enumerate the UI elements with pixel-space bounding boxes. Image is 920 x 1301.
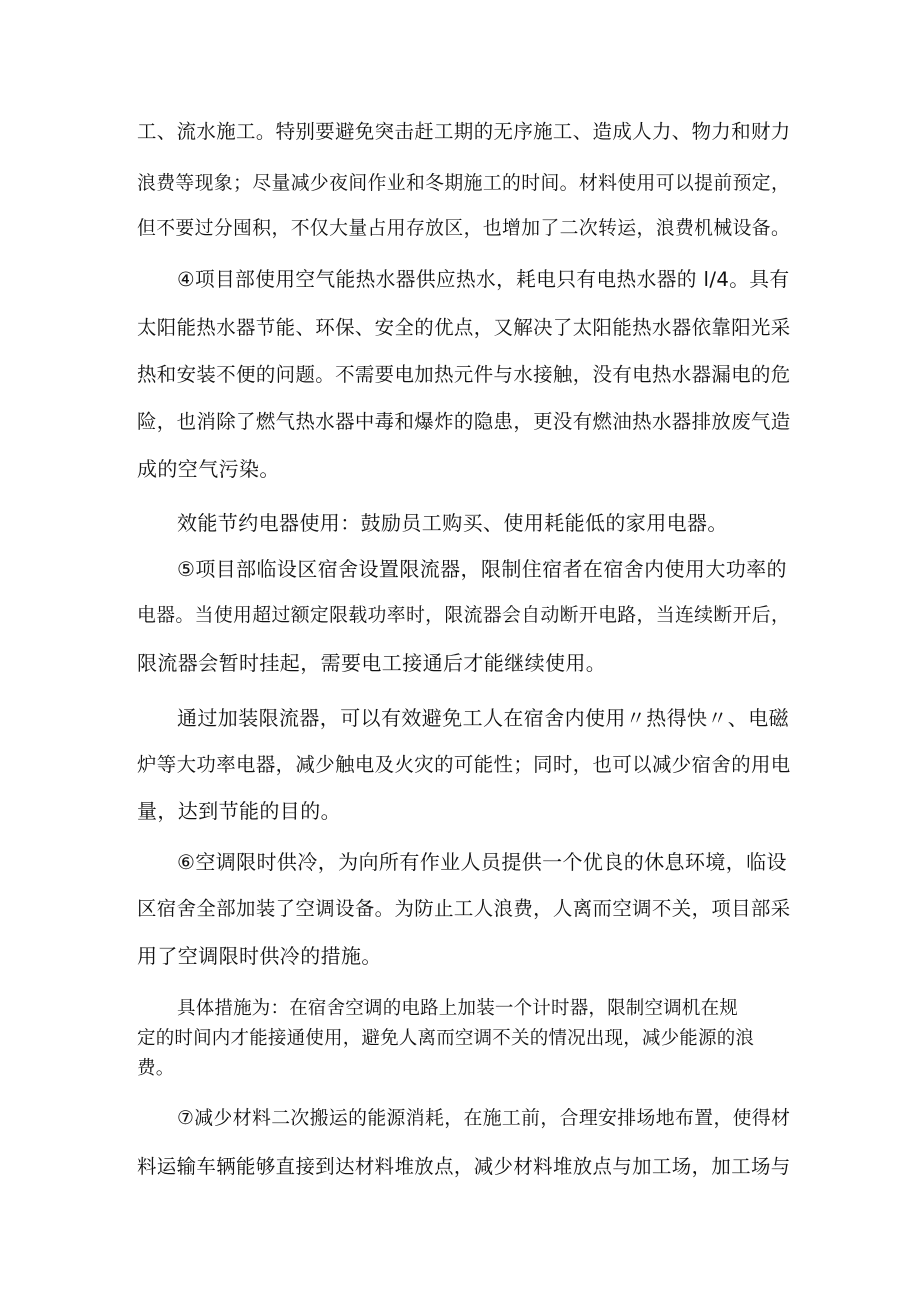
text-line: 效能节约电器使用：鼓励员工购买、使用耗能低的家用电器。: [177, 511, 728, 535]
text-line: ⑤项目部临设区宿舍设置限流器，限制住宿者在宿舍内使用大功率的: [177, 557, 787, 581]
text-line: 险，也消除了燃气热水器中毒和爆炸的隐患，更没有燃油热水器排放废气造: [137, 410, 791, 433]
text-line: ⑥空调限时供冷，为向所有作业人员提供一个优良的休息环境，临设: [177, 850, 787, 874]
text-line: 浪费等现象；尽量减少夜间作业和冬期施工的时间。材料使用可以提前预定，: [137, 173, 791, 194]
text-line: 用了空调限时供冷的措施。: [137, 944, 382, 968]
text-line: 料运输车辆能够直接到达材料堆放点，减少材料堆放点与加工场，加工场与: [137, 1155, 791, 1178]
text-line: 费。: [137, 1058, 175, 1079]
text-line: 具体措施为：在宿舍空调的电路上加装一个计时器，限制空调机在规: [177, 998, 739, 1019]
text-line: 通过加装限流器，可以有效避免工人在宿舍内使用〃热得快〃、电磁: [177, 706, 789, 730]
text-line: 热和安装不便的问题。不需要电加热元件与水接触，没有电热水器漏电的危: [137, 363, 791, 386]
text-line: 炉等大功率电器，减少触电及火灾的可能性；同时，也可以减少宿舍的用电: [137, 753, 791, 776]
text-line: 限流器会暂时挂起，需要电工接通后才能继续使用。: [137, 651, 607, 675]
text-line: 量，达到节能的目的。: [137, 799, 341, 823]
text-line: ⑦减少材料二次搬运的能源消耗，在施工前，合理安排场地布置，使得材: [177, 1108, 791, 1129]
text-line: ④项目部使用空气能热水器供应热水，耗电只有电热水器的 l/4。具有: [177, 268, 790, 291]
text-line: 区宿舍全部加装了空调设备。为防止工人浪费，人离而空调不关，项目部采: [137, 897, 791, 920]
text-line: 电器。当使用超过额定限载功率时，限流器会自动断开电路，当连续断开后，: [137, 605, 791, 626]
text-line: 太阳能热水器节能、环保、安全的优点，又解决了太阳能热水器依靠阳光采: [137, 316, 791, 339]
text-line: 定的时间内才能接通使用，避免人离而空调不关的情况出现，减少能源的浪: [137, 1028, 755, 1049]
text-line: 工、流水施工。特别要避免突击赶工期的无序施工、造成人力、物力和财力: [137, 120, 791, 143]
text-line: 成的空气污染。: [137, 457, 280, 481]
text-line: 但不要过分囤积，不仅大量占用存放区，也增加了二次转运，浪费机械设备。: [137, 218, 791, 239]
